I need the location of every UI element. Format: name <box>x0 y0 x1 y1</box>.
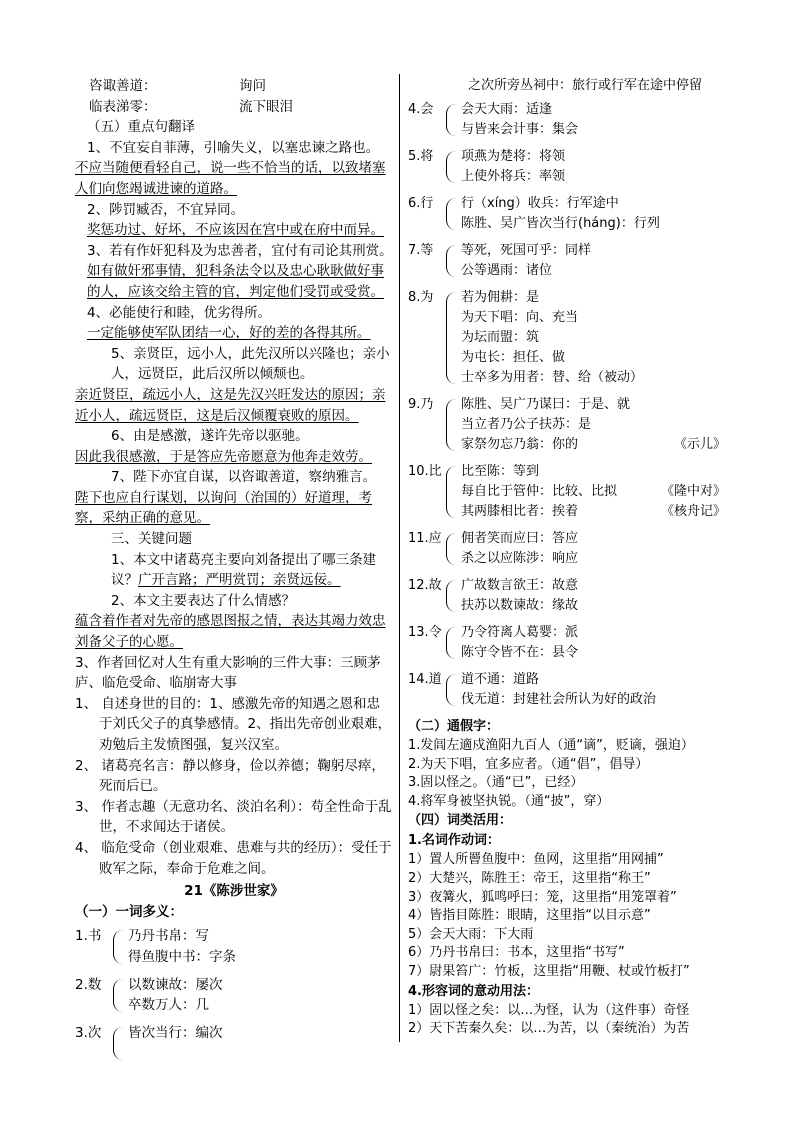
entry-word: 13.令 <box>408 625 442 640</box>
entry-line-text: 陈守令皆不在：县令 <box>461 645 579 660</box>
tongjia-title: （二）通假字： <box>408 719 500 734</box>
entry-line <box>461 549 726 569</box>
entry-line-text: 其两膝相比者：挨着 <box>461 504 579 519</box>
question-1 <box>75 550 393 591</box>
entry-word: 12.故 <box>408 578 442 593</box>
polysemy-entry <box>75 975 393 1016</box>
brace-icon <box>446 151 459 183</box>
entry-line <box>461 596 726 616</box>
brace-icon <box>446 674 459 706</box>
entry-line <box>461 576 726 596</box>
entry-line <box>461 623 726 643</box>
polysemy-entry <box>408 670 726 710</box>
polysemy-entry <box>408 529 726 569</box>
usage-item: 2）天下苦秦久矣：以…为苦，以（秦统治）为苦 <box>408 1021 690 1037</box>
polysemy-entry <box>75 926 393 967</box>
entry-line <box>461 147 726 167</box>
entry-word: 10.比 <box>408 464 442 479</box>
sentence-question: 1、不宜妄自菲薄，引喻失义，以塞忠谏之路也。 <box>87 139 380 156</box>
point-item: 2、 诸葛亮名言：静以修身，俭以养德；鞠躬尽瘁，死而后已。 <box>75 757 385 795</box>
question-2-answer: 蕴含着作者对先帝的感恩图报之情，表达其竭力效忠刘备父子的心愿。 <box>75 613 386 651</box>
usage-item: 2）大楚兴，陈胜王：帝王，这里指“称王” <box>408 870 651 886</box>
entry-line-text: 伐无道：封建社会所认为好的政治 <box>461 692 657 707</box>
continued-line: 之次所旁丛祠中：旅行或行军在途中停留 <box>468 78 703 93</box>
section-title-translation: （五）重点句翻译 <box>87 119 195 136</box>
column-divider <box>399 74 400 1042</box>
entry-line-text: 上使外将兵：率领 <box>461 169 566 184</box>
question-1-text: 1、本文中诸葛亮主要向刘备提出了哪三条建议？ <box>111 551 377 589</box>
polysemy-entry <box>408 576 726 616</box>
entry-line-text: 为坛而盟：筑 <box>461 330 540 345</box>
entry-line <box>461 120 726 140</box>
entry-word: 7.等 <box>408 243 434 258</box>
sentence-question: 6、由是感激，遂许先帝以驱驰。 <box>111 428 309 445</box>
sentence-answer: 奖惩功过、好坏，不应该因在宫中或在府中而异。 <box>87 222 384 239</box>
point-item: 4、 临危受命（创业艰难、患难与共的经历）：受任于败军之际，奉命于危难之间。 <box>75 839 392 877</box>
brace-icon <box>446 580 459 612</box>
entry-line-text: 为天下唱：向、充当 <box>461 310 579 325</box>
polysemy-entry <box>408 100 726 140</box>
vocab-word: 咨诹善道： <box>89 78 157 94</box>
polysemy-entry <box>408 194 726 234</box>
entry-line: 得鱼腹中书：字条 <box>128 948 236 965</box>
entry-line <box>461 502 726 522</box>
entry-line-text: 佣者笑而应曰：答应 <box>461 531 579 546</box>
entry-line <box>461 690 726 710</box>
polysemy-entry <box>408 395 726 455</box>
entry-line-text: 若为佣耕：是 <box>461 290 540 305</box>
brace-icon <box>446 399 459 451</box>
entry-line-text: 项燕为楚将：将领 <box>461 149 566 164</box>
sentence-answer: 一定能够使军队团结一心，好的差的各得其所。 <box>87 325 371 342</box>
entry-line: 皆次当行：编次 <box>128 1024 223 1041</box>
sentence-question: 7、陛下亦宜自谋，以咨诹善道，察纳雅言。 <box>111 469 377 486</box>
usage-item: 1）固以怪之矣：以…为怪，认为（这件事）奇怪 <box>408 1002 690 1018</box>
entry-line-text: 与皆来会计事：集会 <box>461 122 579 137</box>
point-item: 3、 作者志趣（无意功名、淡泊名利）：苟全性命于乱世，不求闻达于诸侯。 <box>75 798 392 836</box>
entry-line <box>461 288 726 308</box>
entry-line <box>461 368 726 388</box>
brace-icon <box>113 930 126 963</box>
entry-word: 4.会 <box>408 102 434 117</box>
usage-item: 6）乃丹书帛曰：书本，这里指“书写” <box>408 945 625 961</box>
entry-line <box>461 435 726 455</box>
entry-line-text: 每自比于管仲：比较、比拟 <box>461 484 618 499</box>
entry-line-text: 陈胜、吴广乃谋曰：于是、就 <box>461 397 631 412</box>
brace-icon <box>446 198 459 230</box>
polysemy-entry <box>75 1023 393 1064</box>
brace-icon <box>446 466 459 518</box>
polysemy-entry <box>408 241 726 281</box>
entry-line-text: 扶苏以数谏故：缘故 <box>461 598 579 613</box>
vocab-word: 临表涕零： <box>89 98 157 115</box>
entry-line <box>461 482 726 502</box>
brace-icon <box>113 979 126 1012</box>
entry-line-text: 会天大雨：适逢 <box>461 102 553 117</box>
entry-line <box>461 214 726 234</box>
entry-line <box>461 308 726 328</box>
entry-line <box>461 462 726 482</box>
sentence-answer: 如有做奸邪事情，犯科条法令以及忠心耿耿做好事的人，应该交给主管的官，判定他们受罚或受赏。 <box>87 263 384 300</box>
entry-line-text: 为屯长：担任、做 <box>461 350 566 365</box>
left-column <box>75 76 393 1071</box>
entry-line-source: 《示儿》 <box>673 437 726 452</box>
tongjia-item: 2.为天下唱，宜多应者。（通“倡”，倡导） <box>408 756 649 772</box>
sentence-answer: 因此我很感激，于是答应先帝愿意为他奔走效劳。 <box>75 448 372 465</box>
usage-item: 7）尉果笞广：竹板，这里指“用鞭、杖或竹板打” <box>408 963 690 979</box>
point-item: 1、 自述身世的目的：1、感激先帝的知遇之恩和忠于刘氏父子的真挚感情。2、指出先帝创业艰难，劝勉后主发愤图强，复兴汉室。 <box>75 695 392 753</box>
brace-icon <box>446 245 459 277</box>
entry-word: 3.次 <box>75 1024 102 1041</box>
tongjia-item: 3.固以怪之。（通“已”，已经） <box>408 775 584 791</box>
cilei-title: （四）词类活用： <box>408 813 513 829</box>
entry-line <box>461 395 726 415</box>
entry-line-text: 当立者乃公子扶苏：是 <box>461 417 592 432</box>
entry-word: 11.应 <box>408 531 442 546</box>
vocab-meaning: 询问 <box>239 78 266 94</box>
brace-icon <box>446 533 459 565</box>
question-3: 3、作者回忆对人生有重大影响的三件大事：三顾茅庐、临危受命、临崩寄大事 <box>75 654 381 692</box>
entry-line-source: 《核舟记》 <box>660 504 726 519</box>
polysemy-entry <box>408 288 726 388</box>
entry-line: 乃丹书帛：写 <box>128 928 209 945</box>
polysemy-list <box>408 100 726 710</box>
entry-line-text: 道不通：道路 <box>461 672 540 687</box>
tongjia-item: 4.将军身被坚执锐。（通“披”，穿） <box>408 793 610 809</box>
entry-line <box>128 1043 393 1064</box>
vocab-meaning: 流下眼泪 <box>239 98 293 115</box>
brace-icon <box>446 627 459 659</box>
sentence-question: 4、必能使行和睦，优劣得所。 <box>87 304 272 321</box>
vocab-row <box>75 97 393 118</box>
entry-word: 14.道 <box>408 672 442 687</box>
polysemy-title: （一）一词多义： <box>75 903 183 920</box>
tongjia-item: 1.发闾左適戍渔阳九百人（通“谪”，贬谪，强迫） <box>408 738 694 753</box>
sentence-answer: 不应当随便看轻自己，说一些不恰当的话，以致堵塞人们向您竭诚进谏的道路。 <box>75 160 386 197</box>
brace-icon <box>113 1027 126 1060</box>
usage-item: 5）会天大雨：下大雨 <box>408 926 534 942</box>
entry-word: 6.行 <box>408 196 434 211</box>
entry-line-text: 陈胜、吴广皆次当行(háng)：行列 <box>461 216 660 231</box>
usage-item: 4）皆指目陈胜：眼睛，这里指“以目示意” <box>408 908 651 924</box>
question-1-answer: 广开言路；严明赏罚；亲贤远佞。 <box>138 572 341 589</box>
sentence-answer: 亲近贤臣，疏远小人，这是先汉兴旺发达的原因；亲近小人，疏远贤臣，这是后汉倾覆衰败的原因。 <box>75 386 386 424</box>
entry-line-text: 家祭勿忘乃翁：你的 <box>461 437 579 452</box>
entry-line <box>461 529 726 549</box>
entry-line-text: 行（xíng）收兵：行军途中 <box>461 196 619 211</box>
entry-line <box>461 643 726 663</box>
sentence-answer: 陛下也应自行谋划，以询问（治国的）好道理，考察，采纳正确的意见。 <box>75 489 372 527</box>
polysemy-entry <box>408 623 726 663</box>
entry-line-text: 公等遇雨：诸位 <box>461 263 553 278</box>
entry-line-text: 等死，死国可乎：同样 <box>461 243 592 258</box>
entry-line <box>461 261 726 281</box>
subsection-title: 1.名词作动词： <box>408 833 500 849</box>
entry-line <box>461 194 726 214</box>
entry-word: 2.数 <box>75 976 102 993</box>
entry-line <box>461 328 726 348</box>
entry-line <box>461 670 726 690</box>
section-title-questions: 三、关键问题 <box>111 531 192 548</box>
entry-line-text: 杀之以应陈涉：响应 <box>461 551 579 566</box>
brace-icon <box>446 292 459 384</box>
usage-item: 3）夜篝火，狐鸣呼曰：笼，这里指“用笼罩着” <box>408 889 677 905</box>
brace-icon <box>446 104 459 136</box>
entry-line <box>461 167 726 187</box>
entry-line <box>461 100 726 120</box>
entry-word: 8.为 <box>408 290 434 305</box>
entry-line-text: 比至陈：等到 <box>461 464 540 479</box>
entry-line: 卒数万人：几 <box>128 997 209 1014</box>
usage-item: 1）置人所罾鱼腹中：鱼网，这里指“用网捕” <box>408 852 664 868</box>
polysemy-entry <box>408 462 726 522</box>
subsection-title: 4.形容词的意动用法： <box>408 983 539 999</box>
polysemy-entry <box>408 147 726 187</box>
right-column <box>408 76 726 1039</box>
entry-line-text: 乃令符离人葛婴：派 <box>461 625 579 640</box>
entry-line-text: 士卒多为用者：替、给（被动） <box>461 370 644 385</box>
vocab-row <box>75 76 393 97</box>
entry-line: 以数谏故：屡次 <box>128 976 223 993</box>
sentence-question: 2、陟罚臧否，不宜异同。 <box>87 201 245 218</box>
chapter-title: 21《陈涉世家》 <box>184 883 284 900</box>
entry-line <box>461 415 726 435</box>
question-2: 2、本文主要表达了什么情感？ <box>111 592 296 609</box>
sentence-question: 5、亲贤臣，远小人，此先汉所以兴隆也；亲小人，远贤臣，此后汉所以倾颓也。 <box>111 345 390 383</box>
entry-word: 9.乃 <box>408 397 434 412</box>
sentence-question: 3、若有作奸犯科及为忠善者，宜付有司论其刑赏。 <box>87 242 393 259</box>
entry-word: 5.将 <box>408 149 434 164</box>
entry-line-source: 《隆中对》 <box>660 484 726 499</box>
entry-word: 1.书 <box>75 928 102 945</box>
entry-line <box>461 241 726 261</box>
entry-line <box>461 348 726 368</box>
entry-line-text: 广故数言欲王：故意 <box>461 578 579 593</box>
